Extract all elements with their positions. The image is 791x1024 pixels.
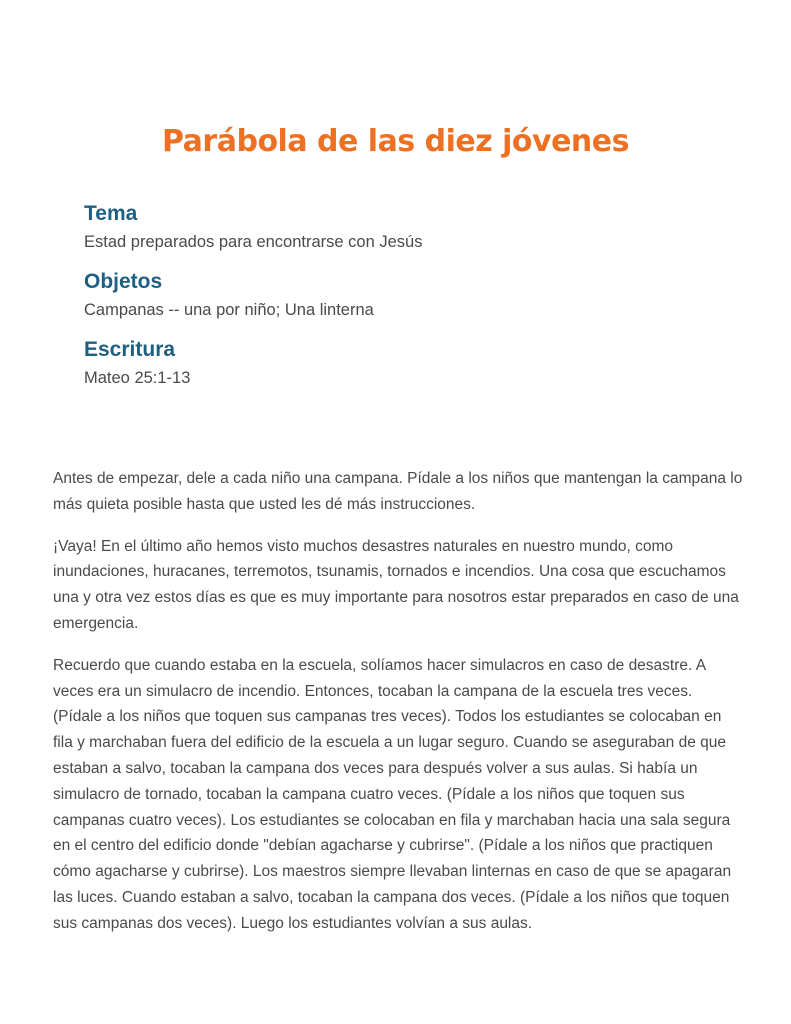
meta-heading-escritura: Escritura — [84, 338, 176, 361]
meta-objetos — [84, 268, 724, 322]
meta-value-tema: Estad preparados para encontrarse con Jesús — [84, 233, 423, 251]
page-title: Parábola de las diez jóvenes — [162, 124, 629, 160]
body-text — [53, 466, 743, 953]
meta-value-objetos: Campanas -- una por niño; Una linterna — [84, 301, 374, 319]
paragraph-intro: Antes de empezar, dele a cada niño una campana. Pídale a los niños que mantengan la campana lo más quieta posible hasta que usted les dé más instrucciones. — [53, 470, 743, 513]
paragraph-disasters: ¡Vaya! En el último año hemos visto muchos desastres naturales en nuestro mundo, como inundaciones, huracanes, terremotos, tsunamis, tornados e incendios. Una cosa que escuchamos una y otra vez estos días es que es muy importante para nosotros estar preparados en caso de una emergencia. — [53, 537, 739, 632]
meta-value-escritura: Mateo 25:1-13 — [84, 369, 191, 387]
meta-heading-tema: Tema — [84, 202, 138, 225]
meta-escritura — [84, 336, 724, 390]
meta-heading-objetos: Objetos — [84, 270, 163, 293]
meta-tema — [84, 200, 724, 254]
lesson-meta — [84, 200, 724, 404]
paragraph-drills: Recuerdo que cuando estaba en la escuela, solíamos hacer simulacros en caso de desastre. A veces era un simulacro de incendio. Entonces, tocaban la campana de la escuela tres veces. (Pídale a los niños que toquen sus campanas tres veces). Todos los estudiantes se colocaban en fila y marchaban fuera del edificio de la escuela a un lugar seguro. Cuando se aseguraban de que estaban a salvo, tocaban la campana dos veces para después volver a sus aulas. Si había un simulacro de tornado, tocaban la campana cuatro veces. (Pídale a los niños que toquen sus campanas cuatro veces). Los estudiantes se colocaban en fila y marchaban hacia una sala segura en el centro del edificio donde "debían agacharse y cubrirse". (Pídale a los niños que practiquen cómo agacharse y cubrirse). Los maestros siempre llevaban linternas en caso de que se apagaran las luces. Cuando estaban a salvo, tocaban la campana dos veces. (Pídale a los niños que toquen sus campanas dos veces). Luego los estudiantes volvían a sus aulas. — [53, 656, 732, 932]
